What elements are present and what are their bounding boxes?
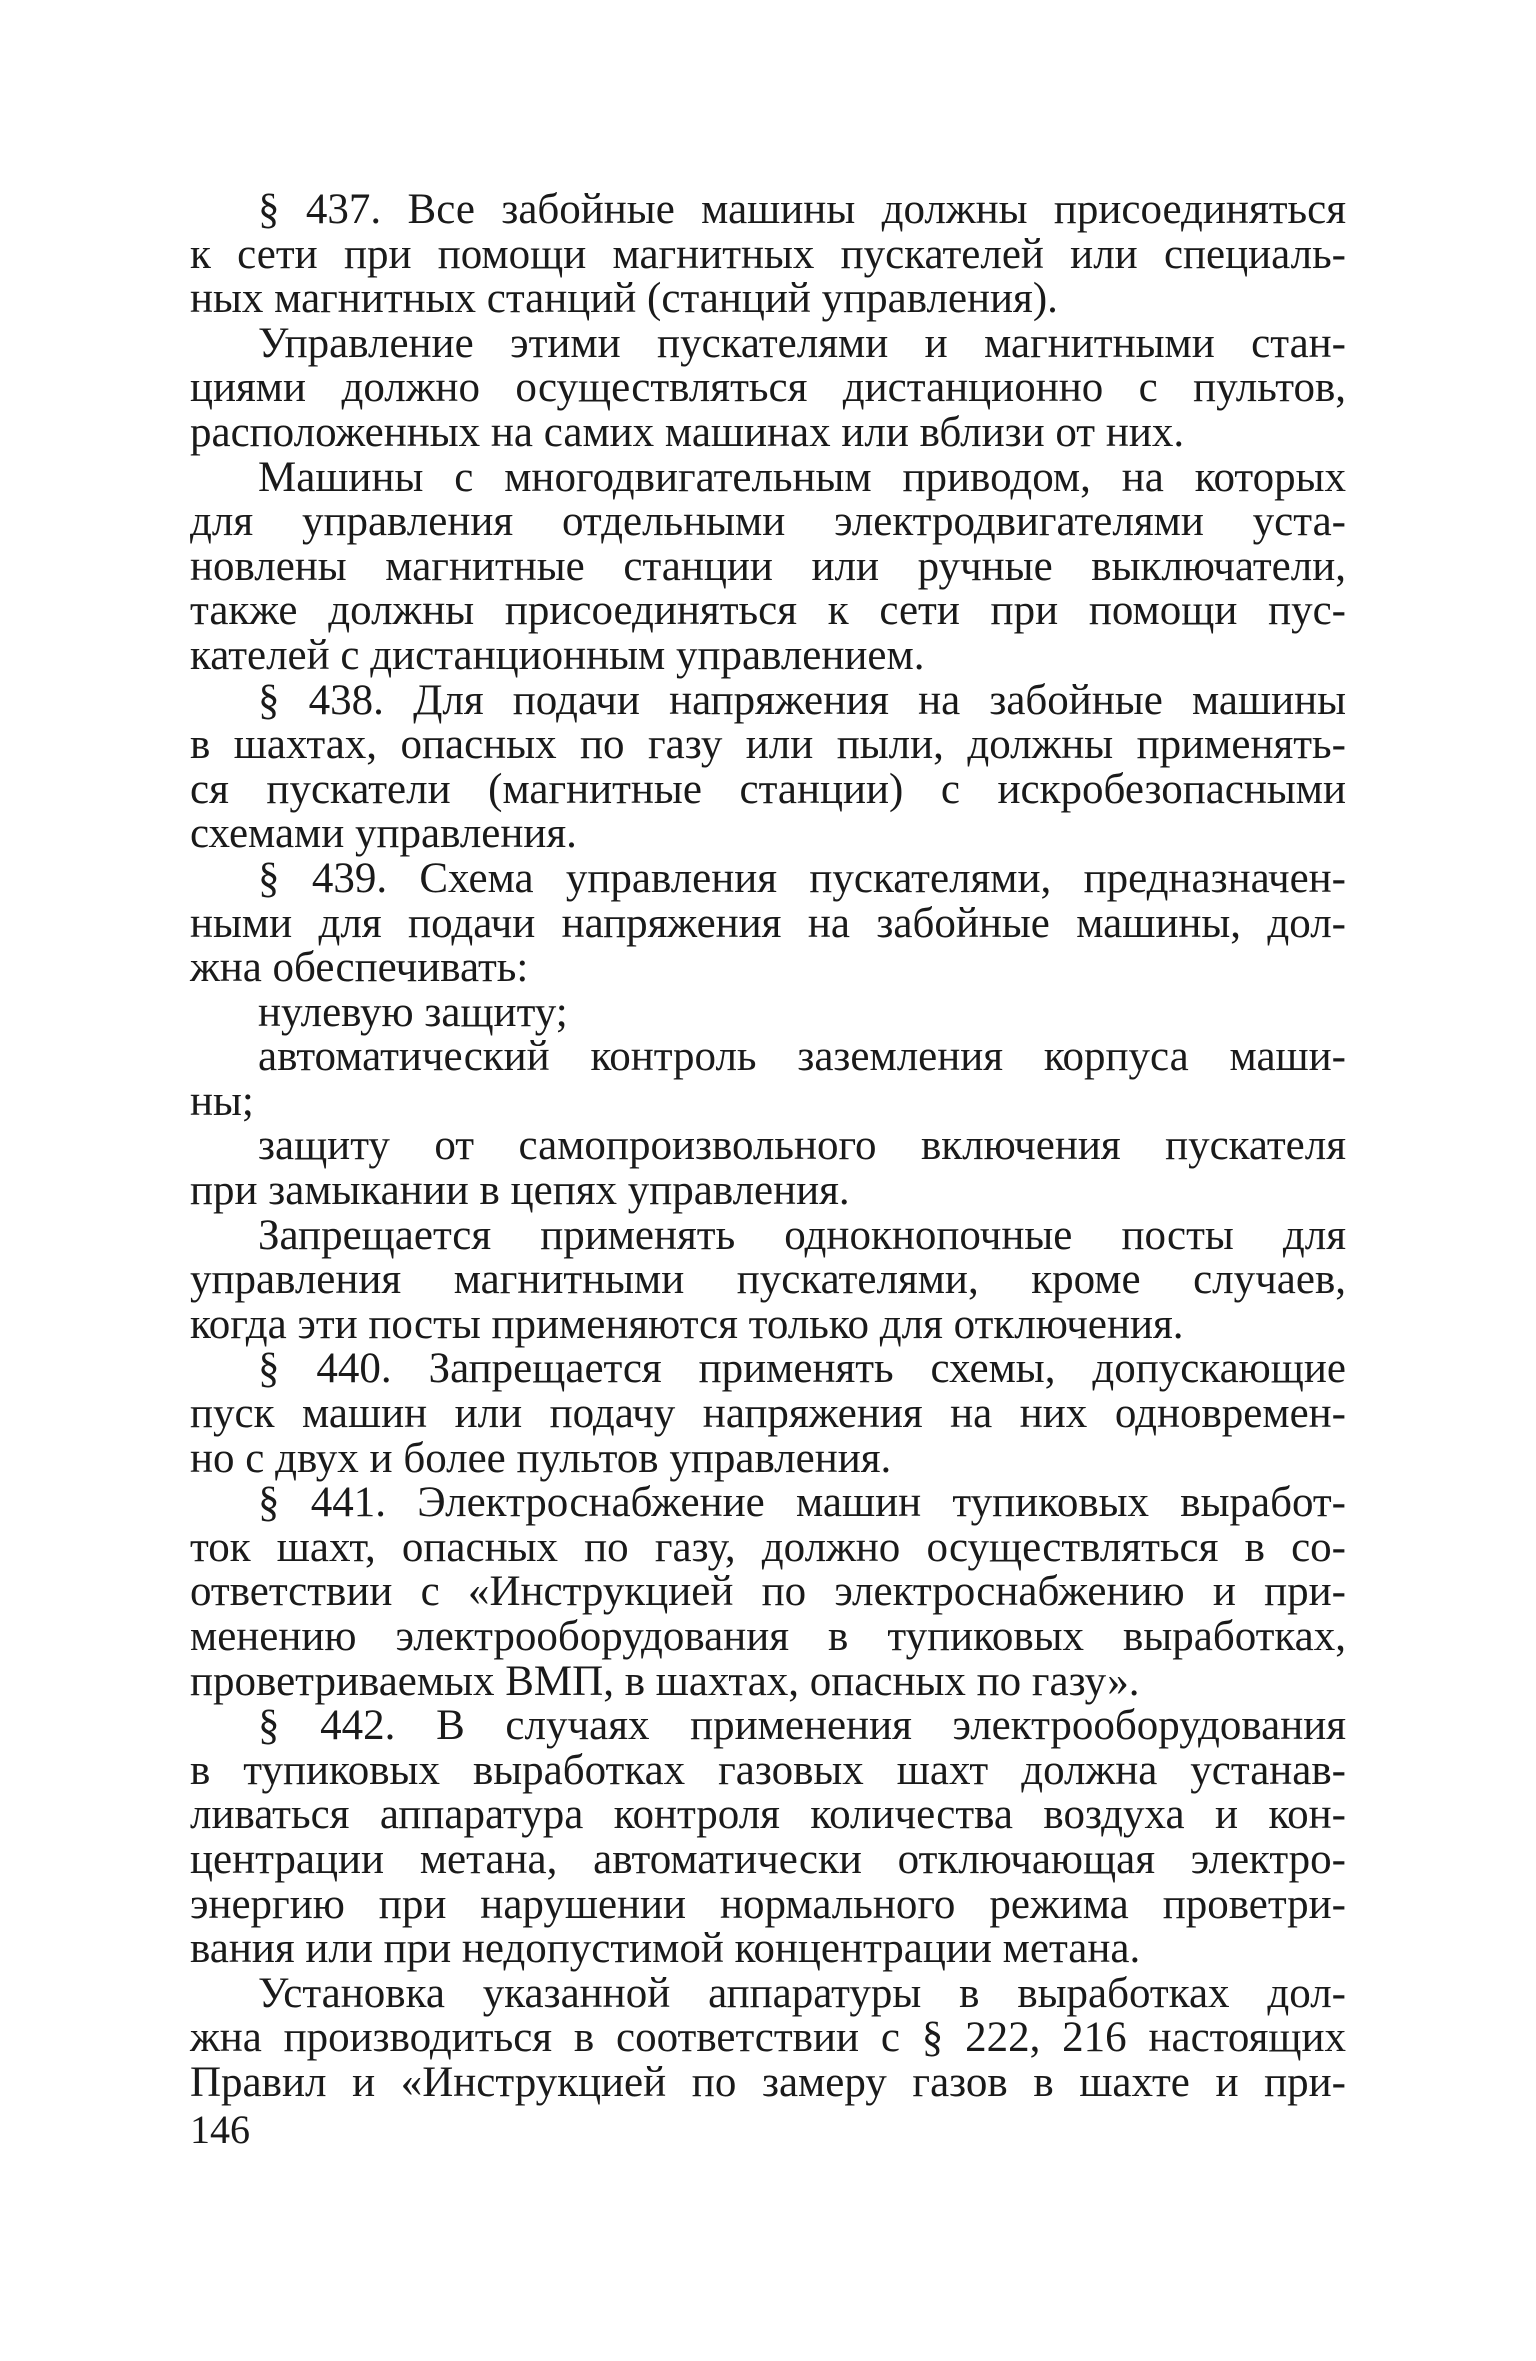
text-line: § 442. В случаях применения электрооборудования [258,1702,1346,1750]
text-line: Правил и «Инструкцией по замеру газов в шахте и при- [190,2058,1346,2106]
text-line: жна производиться в соответствии с § 222, 216 настоящих [190,2014,1346,2062]
text-line: ток шахт, опасных по газу, должно осуществляться в со- [190,1523,1346,1571]
text-line: новлены магнитные станции или ручные выключатели, [190,542,1346,590]
text-line: циями должно осуществляться дистанционно с пультов, [190,364,1346,412]
text-line: энергию при нарушении нормального режима проветри- [190,1880,1346,1928]
text-line: также должны присоединяться к сети при помощи пус- [190,587,1346,635]
text-line: Запрещается применять однокнопочные посты для [258,1211,1346,1259]
text-line: центрации метана, автоматически отключающая электро- [190,1835,1346,1883]
text-line: нулевую защиту; [258,988,568,1036]
text-line: ответствии с «Инструкцией по электроснабжению и при- [190,1568,1346,1616]
text-line: схемами управления. [190,810,577,858]
text-line: ны; [190,1077,254,1125]
page-number: 146 [190,2107,250,2152]
text-line: жна обеспечивать: [190,944,529,992]
text-line: проветриваемых ВМП, в шахтах, опасных по газу». [190,1657,1140,1705]
text-line: пуск машин или подачу напряжения на них одновремен- [190,1390,1346,1438]
text-line: ливаться аппаратура контроля количества воздуха и кон- [190,1791,1346,1839]
text-line: для управления отдельными электродвигателями уста- [190,498,1346,546]
text-line: ных магнитных станций (станций управления). [190,275,1058,323]
text-line: в шахтах, опасных по газу или пыли, должны применять- [190,721,1346,769]
text-line: менению электрооборудования в тупиковых выработках, [190,1613,1346,1660]
text-line: когда эти посты применяются только для отключения. [190,1300,1184,1348]
text-line: при замыкании в цепях управления. [190,1167,850,1215]
text-line: Установка указанной аппаратуры в выработках дол- [258,1969,1346,2017]
text-line: ся пускатели (магнитные станции) с искробезопасными [190,765,1346,813]
text-line: § 441. Электроснабжение машин тупиковых выработ- [258,1479,1346,1527]
text-line: защиту от самопроизвольного включения пускателя [258,1122,1346,1170]
text-line: § 437. Все забойные машины должны присоединяться [258,186,1346,233]
page-body [190,188,1346,2106]
text-line: § 439. Схема управления пускателями, предназначен- [258,854,1346,902]
text-line: к сети при помощи магнитных пускателей или специаль- [190,230,1346,278]
text-line: в тупиковых выработках газовых шахт должна устанав- [190,1746,1346,1794]
text-line: автоматический контроль заземления корпуса маши- [258,1033,1346,1081]
text-line: расположенных на самих машинах или вблизи от них. [190,408,1185,456]
text-line: Машины с многодвигательным приводом, на которых [258,453,1346,501]
text-line: кателей с дистанционным управлением. [190,631,925,679]
text-line: ными для подачи напряжения на забойные машины, дол- [190,899,1346,947]
text-line: § 438. Для подачи напряжения на забойные машины [258,676,1346,724]
text-line: § 440. Запрещается применять схемы, допускающие [258,1345,1346,1393]
text-line: вания или при недопустимой концентрации метана. [190,1925,1141,1973]
text-line: Управление этими пускателями и магнитными стан- [258,319,1346,367]
text-line: но с двух и более пультов управления. [190,1434,892,1482]
text-line: управления магнитными пускателями, кроме случаев, [190,1256,1346,1304]
